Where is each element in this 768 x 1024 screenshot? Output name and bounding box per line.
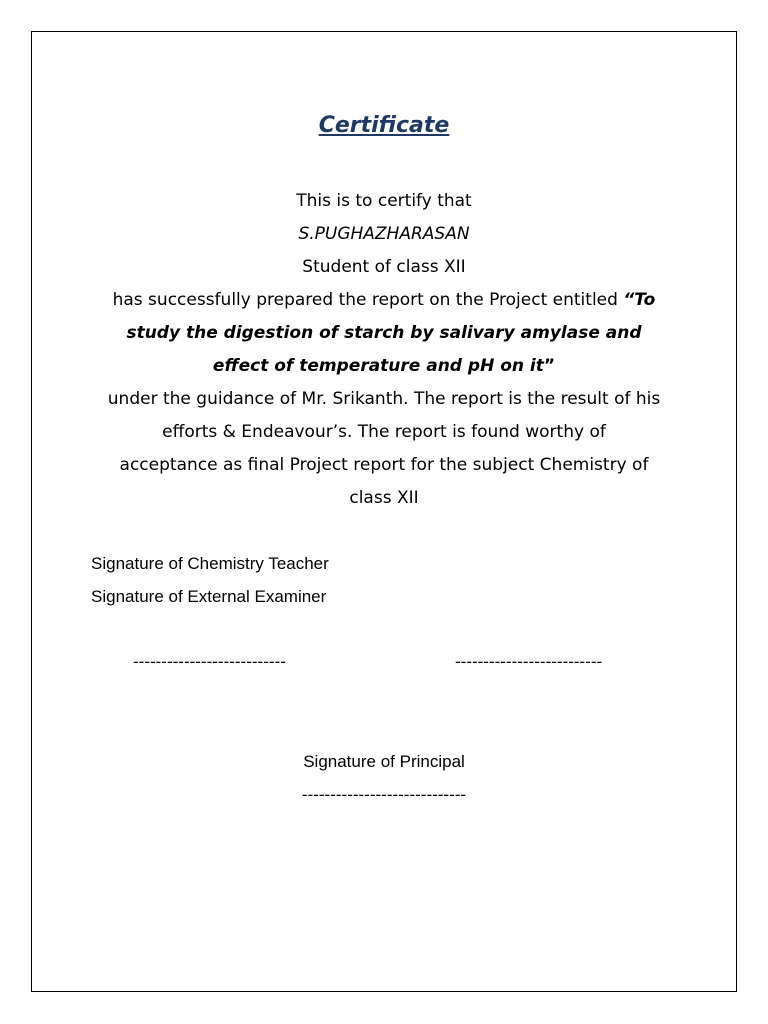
project-intro-text: has successfully prepared the report on the Project entitled <box>112 290 624 310</box>
signature-line-left: --------------------------- <box>133 652 286 671</box>
principal-signature-label: Signature of Principal <box>303 752 465 771</box>
certify-intro: This is to certify that <box>296 191 472 211</box>
project-title-end-line <box>0 355 768 377</box>
external-examiner-signature-label: Signature of External Examiner <box>91 587 327 606</box>
signature-line-right: -------------------------- <box>455 652 603 671</box>
chemistry-teacher-signature-label: Signature of Chemistry Teacher <box>91 554 329 573</box>
certificate-title: Certificate <box>318 113 450 138</box>
project-title-end: effect of temperature and pH on it <box>212 356 544 376</box>
page-border <box>31 31 737 992</box>
guidance-line: under the guidance of Mr. Srikanth. The report is the result of his <box>107 389 661 409</box>
project-title-middle: study the digestion of starch by salivary amylase and <box>126 323 642 343</box>
student-class: Student of class XII <box>302 257 466 277</box>
efforts-line: efforts & Endeavour’s. The report is found worthy of <box>162 422 606 442</box>
class-line: class XII <box>349 488 419 508</box>
student-name: S.PUGHAZHARASAN <box>298 224 470 244</box>
acceptance-line: acceptance as final Project report for the subject Chemistry of <box>119 455 649 475</box>
principal-signature-line: ----------------------------- <box>301 785 467 804</box>
project-title-start: “To <box>623 290 656 310</box>
closing-quote: ” <box>543 356 556 376</box>
project-line <box>0 289 768 311</box>
